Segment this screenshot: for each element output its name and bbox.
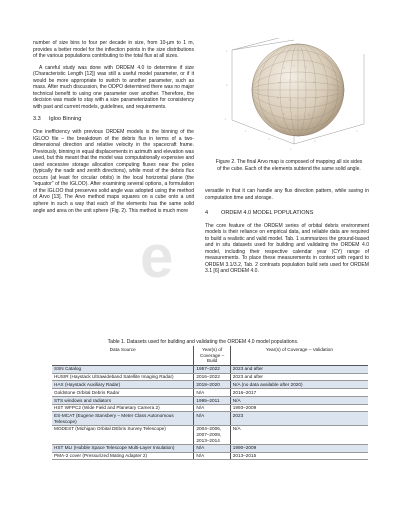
cell-data-source: SSN Catalog: [52, 365, 194, 373]
watermark: e: [140, 223, 176, 290]
cell-build: 2004–2006, 2007–2009, 2013–2014: [194, 425, 230, 444]
header-validation: Year(s) of Coverage – Validation: [230, 346, 368, 365]
paragraph: versatile in that it can handle any flux direction pattern, while saving in computation time and storage.: [205, 188, 369, 201]
table-row: [52, 404, 368, 412]
cell-data-source: STS windows and radiators: [52, 396, 194, 404]
paragraph: number of size bins to four per decade in size, from 10-µm to 1 m, provides a better model for the inflection points in the size distributions of the various populations contributing to the total flux at all sizes.: [33, 40, 194, 60]
cell-data-source: HUSIR (Haystack Ultrawideband Satellite Imaging Radar): [52, 373, 194, 381]
section-title: ORDEM 4.0 MODEL POPULATIONS: [221, 210, 314, 217]
paragraph: A careful study was done with ORDEM 4.0 to determine if size (Characteristic Length [12]) was still a useful model parameter, or if it would be more appropriate to switch to another parameter, such as mass. After much discussion, the ODPO determined there was no major technical benefit to using one parameter over another. Therefore, the decision was made to stay with a size parameterization for consistency with past and current models, guidelines, and requirements.: [33, 64, 195, 110]
svg-text:-1: -1: [244, 129, 247, 133]
cell-validation: 2023 and after: [230, 373, 368, 381]
paragraph: The core feature of the ORDEM series of orbital debris environment models is their reliance on empirical data, and reliable data are required to build a realistic and valid model. Tab. 1 summarizes the ground-based and in situ datasets used for building and validating the ORDEM 4.0 model, including their respective calendar year (CY) range of measurements. To place these measurements in context with regard to ORDEM 3.1/3.2, Tab. 2 contrasts population build sets used for ORDEM 3.1 [6] and ORDEM 4.0.: [205, 222, 369, 275]
cell-validation: 2023 and after: [230, 365, 368, 373]
right-column: [205, 188, 369, 280]
cell-build: N/A: [194, 389, 230, 397]
paragraph: One inefficiency with previous ORDEM models is the binning of the IGLOO file – the breakdown of the debris flux in terms of a two-dimensional direction and relative velocity in the spacecraft frame. Previously, binning in equal displacements in azimuth and elevation was used, but this meant that the model was computationally expensive and used excessive storage allocation computing fluxes near the poles (typically the nadir and zenith directions), while most of the debris flux occurs (at least for circular orbits) in the local horizontal plane (the “equator” of the IGLOO). After examining several options, a formulation of the IGLOO that preserves solid angle was adopted using the method of Arvo [13]. The Arvo method maps squares on a cube onto a unit sphere in such a way that each of the elements has the same solid angle and area on the unit sphere (Fig. 2). This method is much more: [33, 129, 194, 214]
cell-validation: N/A: [230, 425, 368, 444]
header-build: Year(s) of Coverage – Build: [194, 346, 230, 365]
svg-text:0: 0: [268, 137, 270, 141]
cell-build: N/A: [194, 444, 230, 452]
table-row: [52, 452, 368, 460]
table-row: [52, 381, 368, 389]
cell-data-source: MODEST (Michigan Orbital DEbris Survey Telescope): [52, 425, 194, 444]
cell-data-source: HST MLI (Hubble Space Telescope Multi-Layer Insulation): [52, 444, 194, 452]
figure-caption: Figure 2. The final Arvo map is composed of mapping all six sides of the cube. Each of the elements subtend the same solid angle.: [215, 159, 363, 172]
cell-data-source: ES-MCAT (Eugene Stansbery – Meter Class Autonomous Telescope): [52, 412, 194, 425]
cell-validation: 1990–2009: [230, 444, 368, 452]
cell-validation: 2016–2017: [230, 389, 368, 397]
cell-data-source: HAX (Haystack Auxiliary Radar): [52, 381, 194, 389]
svg-text:0: 0: [226, 83, 228, 87]
left-column: [33, 40, 194, 219]
cell-validation: N/A (no data available after 2020): [230, 381, 368, 389]
cell-validation: N/A: [230, 396, 368, 404]
table-header-row: [52, 346, 368, 365]
table-row: [52, 389, 368, 397]
cell-validation: 1993–2009: [230, 404, 368, 412]
svg-text:1: 1: [356, 129, 358, 133]
cell-build: 2016–2022: [194, 373, 230, 381]
cell-build: 2018–2020: [194, 381, 230, 389]
cell-data-source: PMA-2 cover (Pressurized Mating Adapter 2): [52, 452, 194, 460]
table-row: [52, 396, 368, 404]
table-row: [52, 373, 368, 381]
svg-text:-1: -1: [224, 117, 227, 121]
cell-build: N/A: [194, 412, 230, 425]
cell-build: 1995–2011: [194, 396, 230, 404]
table-caption: Table 1. Datasets used for building and validating the ORDEM 4.0 model populations.: [107, 339, 299, 345]
cell-build: N/A: [194, 452, 230, 460]
table-row: [52, 425, 368, 444]
cell-validation: 2023: [230, 412, 368, 425]
cell-validation: 2013–2015: [230, 452, 368, 460]
section-heading: [33, 116, 194, 123]
table-row: [52, 412, 368, 425]
cell-data-source: Goldstone Orbital Debris Radar: [52, 389, 194, 397]
table-row: [52, 365, 368, 373]
svg-text:0: 0: [314, 139, 316, 143]
cell-data-source: HST WFPC2 (Wide Field and Planetary Camera 2): [52, 404, 194, 412]
datasets-table: [52, 346, 368, 460]
header-data-source: Data Source: [52, 346, 194, 365]
svg-text:1: 1: [226, 49, 228, 53]
cell-build: 1957–2022: [194, 365, 230, 373]
section-title: Igloo Binning: [49, 116, 82, 123]
arvo-sphere-plot: [224, 38, 372, 152]
section-number: 4: [205, 210, 209, 217]
svg-text:1: 1: [290, 147, 292, 151]
section-number: 3.3: [33, 116, 41, 123]
table-row: [52, 444, 368, 452]
cell-build: N/A: [194, 404, 230, 412]
arvo-sphere-figure: [224, 38, 372, 152]
section-heading: [205, 210, 369, 217]
